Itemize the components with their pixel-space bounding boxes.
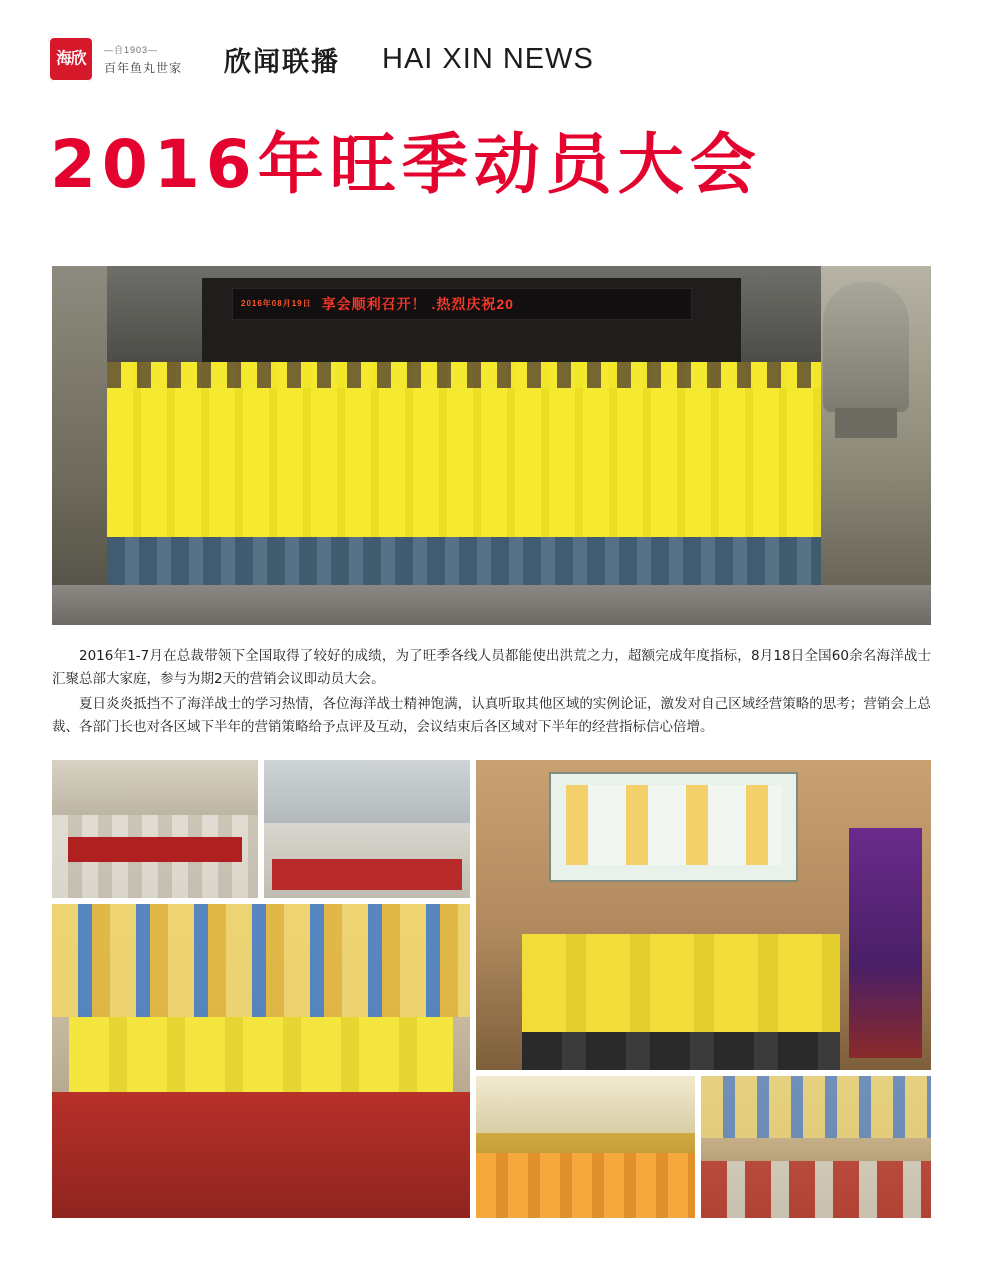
award-recipients: [522, 934, 841, 1070]
page-title: 2016年旺季动员大会: [50, 126, 762, 203]
hero-crowd: [107, 362, 821, 587]
hero-wall-left: [52, 266, 112, 625]
haixin-logo-icon: [48, 36, 94, 82]
masthead-chinese: 欣闻联播: [224, 46, 341, 77]
article-body: [52, 645, 931, 741]
roll-up-banner: [849, 828, 922, 1057]
masthead-english: HAI XIN NEWS: [382, 42, 594, 75]
hero-group-photo: [52, 266, 931, 625]
red-tablecloth: [52, 1092, 470, 1218]
photo-conference-hall: [52, 904, 470, 1218]
presentation-screen: [549, 772, 799, 881]
logo-mark-text: 海欣: [56, 49, 86, 68]
logo-text-block: [102, 36, 182, 82]
page-header: [48, 28, 935, 90]
photo-gallery: [52, 760, 931, 1218]
hero-ground: [52, 585, 931, 625]
ceiling-decorations: [52, 904, 470, 1017]
logo-slogan-line: 百年鱼丸世家: [104, 60, 183, 75]
stone-lion-statue: [823, 282, 909, 412]
brand-logo: [48, 36, 182, 82]
led-date: 2016年08月19日: [241, 298, 312, 308]
photo-meeting-room-right: [264, 760, 470, 898]
led-message: 享会顺利召开！ .热烈庆祝20: [321, 296, 514, 312]
logo-established-line: —自1903—: [104, 44, 159, 55]
photo-audience: [476, 1076, 695, 1218]
article-paragraph-1: 2016年1-7月在总裁带领下全国取得了较好的成绩，为了旺季各线人员都能使出洪荒之力，超额完成年度指标，8月18日全国60余名海洋战士汇聚总部大家庭，参与为期2天的营销会议即动员大会。: [52, 648, 931, 687]
hero-led-banner: [232, 288, 692, 320]
photo-meeting-room-left: [52, 760, 258, 898]
article-paragraph-2: 夏日炎炎抵挡不了海洋战士的学习热情，各位海洋战士精神饱满，认真听取其他区域的实例论证，激发对自己区域经营策略的思考；营销会上总裁、各部门长也对各区域下半年的营销策略给予点评及互动，会议结束后各区域对下半年的经营指标信心倍增。: [52, 696, 931, 735]
photo-hall-overview: [701, 1076, 931, 1218]
photo-award-ceremony: [476, 760, 931, 1070]
